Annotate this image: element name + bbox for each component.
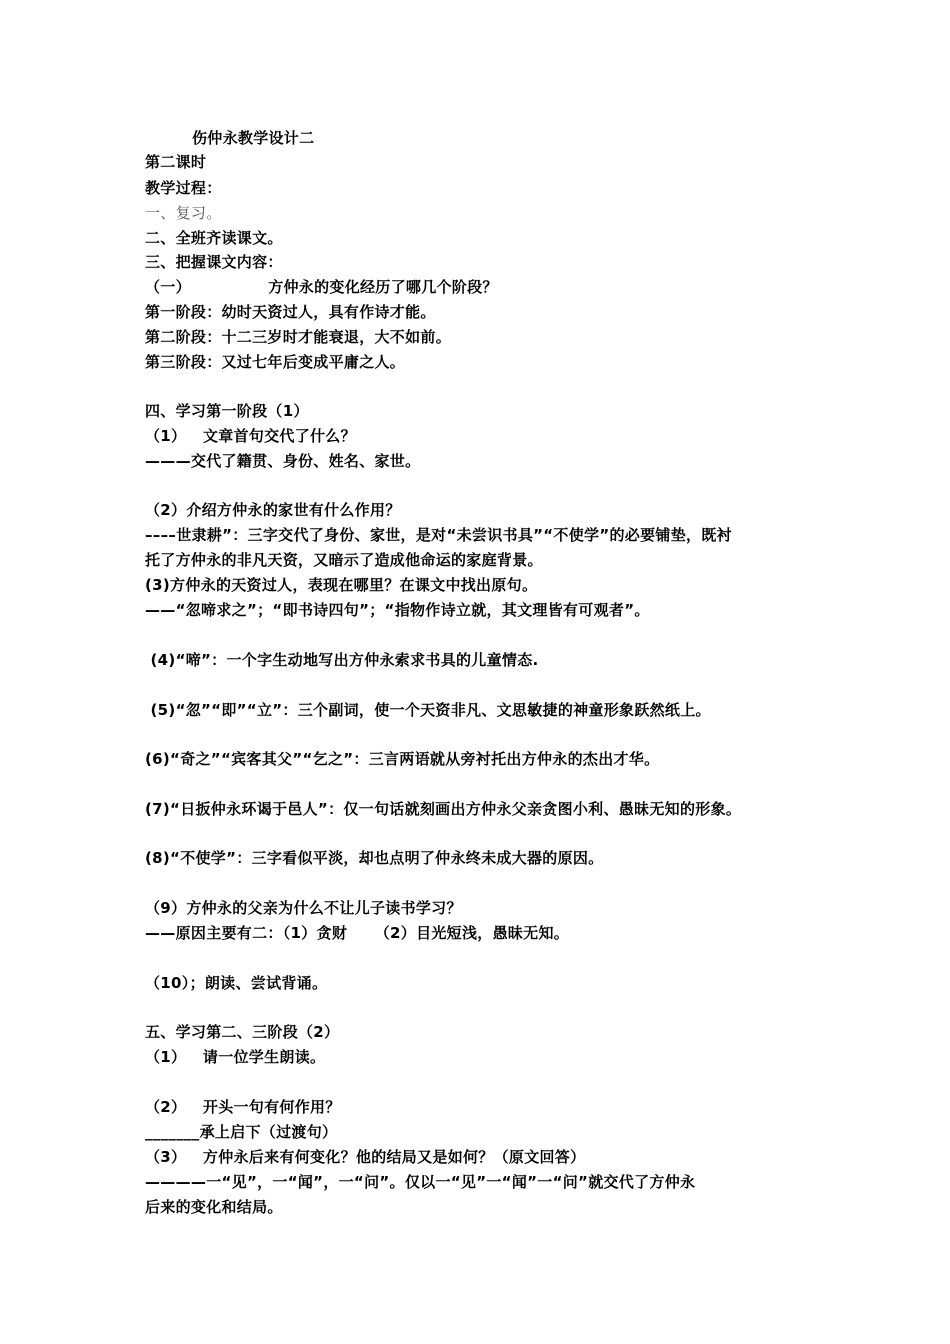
- stage-one: 第一阶段：幼时天资过人，具有作诗才能。: [145, 303, 436, 321]
- point-4: (4)“啼”：一个字生动地写出方仲永索求书具的儿童情态.: [145, 651, 539, 669]
- question-stages: （一） 方仲永的变化经历了哪几个阶段？: [145, 278, 498, 296]
- point-7: (7)“日扳仲永环谒于邑人”：仅一句话就刻画出方仲永父亲贪图小利、愚昧无知的形象。: [145, 800, 742, 818]
- process-label: 教学过程：: [145, 179, 222, 197]
- answer-2-line-2: 托了方仲永的非凡天资，又暗示了造成他命运的家庭背景。: [145, 551, 543, 569]
- point-8: (8)“不使学”：三字看似平淡，却也点明了仲永终未成大器的原因。: [145, 849, 604, 867]
- question-9: （9）方仲永的父亲为什么不让儿子读书学习？: [145, 899, 462, 917]
- point-5: (5)“忽”“即”“立”：三个副词，使一个天资非凡、文思敏捷的神童形象跃然纸上。: [145, 701, 711, 719]
- question-2: （2）介绍方仲永的家世有什么作用？: [145, 501, 401, 519]
- lesson-label: 第二课时: [145, 153, 207, 171]
- point-10: （10）；朗读、尝试背诵。: [145, 974, 328, 992]
- reading-answer-3-line-2: 后来的变化和结局。: [145, 1198, 283, 1216]
- reading-task-3: （3） 方仲永后来有何变化？他的结局又是如何？（原文回答）: [145, 1148, 586, 1166]
- reading-task-1: （1） 请一位学生朗读。: [145, 1048, 326, 1066]
- answer-2-line-1: ––––世隶耕”：三字交代了身份、家世，是对“未尝识书具”“不使学”的必要铺垫，既衬: [145, 526, 732, 544]
- stage-three: 第三阶段：又过七年后变成平庸之人。: [145, 353, 406, 371]
- section-stage-two-three: 五、学习第二、三阶段（2）: [145, 1023, 340, 1041]
- reading-answer-2: _______承上启下（过渡句）: [145, 1123, 338, 1141]
- section-stage-one-study: 四、学习第一阶段（1）: [145, 402, 309, 420]
- answer-9: ——原因主要有二：（1）贪财 （2）目光短浅，愚昧无知。: [145, 924, 570, 942]
- question-3: (3)方仲永的天资过人，表现在哪里？在课文中找出原句。: [145, 576, 538, 594]
- doc-title: 伤仲永教学设计二: [192, 129, 315, 147]
- reading-answer-3-line-1: ————一“见”，一“闻”，一“问”。仅以一“见”一“闻”一“问”就交代了方仲永: [145, 1173, 696, 1191]
- reading-task-2: （2） 开头一句有何作用？: [145, 1098, 341, 1116]
- answer-1: ———交代了籍贯、身份、姓名、家世。: [145, 452, 421, 470]
- answer-3: ——“忽啼求之”；“即书诗四句”；“指物作诗立就，其文理皆有可观者”。: [145, 601, 650, 619]
- point-6: (6)“奇之”“宾客其父”“乞之”：三言两语就从旁衬托出方仲永的杰出才华。: [145, 750, 660, 768]
- section-read-aloud: 二、全班齐读课文。: [145, 229, 283, 247]
- section-review: 一、复习。: [145, 204, 222, 222]
- question-1: （1） 文章首句交代了什么？: [145, 427, 356, 445]
- section-content: 三、把握课文内容：: [145, 253, 283, 271]
- stage-two: 第二阶段：十二三岁时才能衰退，大不如前。: [145, 328, 452, 346]
